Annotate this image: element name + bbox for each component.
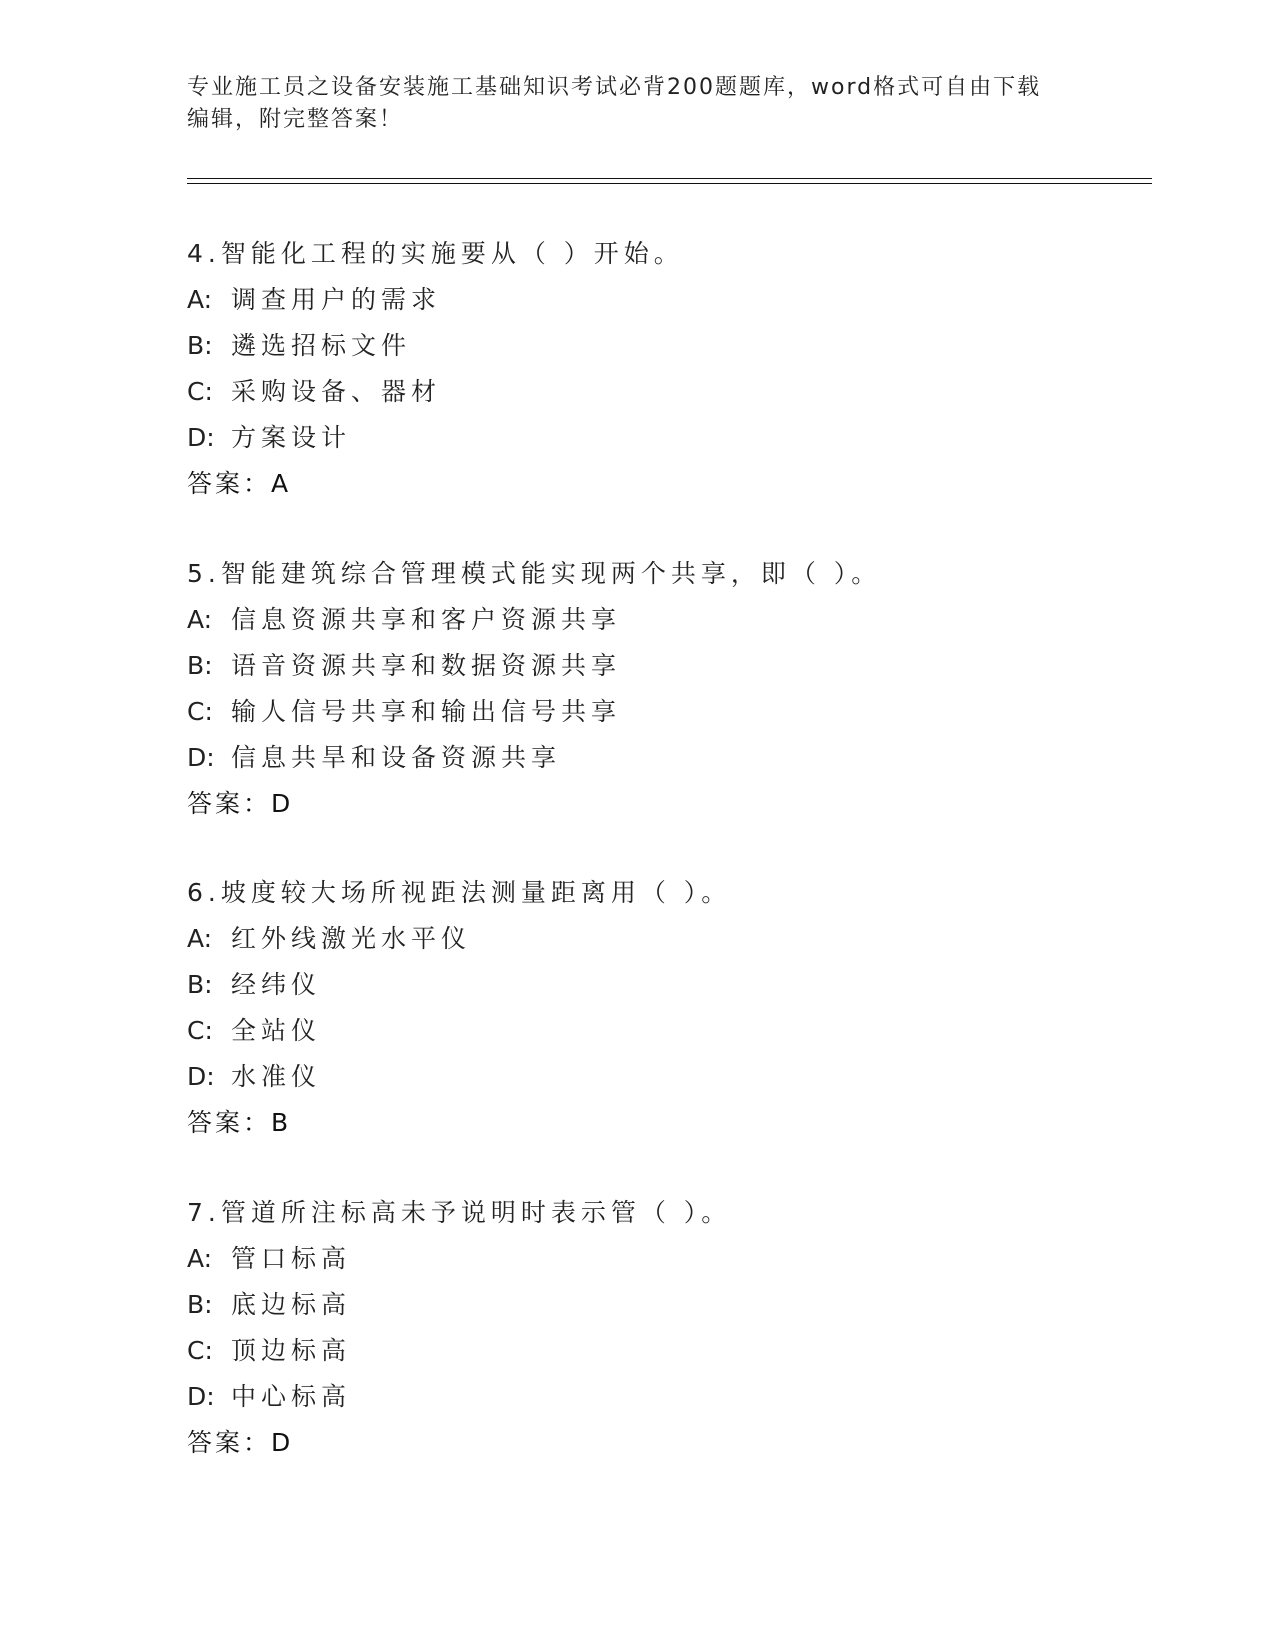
header-divider-bottom — [187, 183, 1152, 184]
answer-line: 答案：A — [187, 469, 292, 498]
option-text: 语音资源共享和数据资源共享 — [231, 651, 622, 680]
option-text: 水准仪 — [231, 1062, 322, 1091]
option-text: 红外线激光水平仪 — [231, 924, 472, 953]
option-key: D: — [187, 423, 215, 452]
option-d — [187, 1374, 1152, 1420]
option-text: 方案设计 — [231, 423, 352, 452]
option-text: 全站仪 — [231, 1016, 322, 1045]
option-key: A: — [187, 1244, 213, 1273]
answer-line: 答案：B — [187, 1108, 292, 1137]
answer-line: 答案：D — [187, 1428, 294, 1457]
option-text: 管口标高 — [231, 1244, 352, 1273]
question-stem: 7.管道所注标高未予说明时表示管（ ）。 — [187, 1198, 732, 1227]
option-key: B: — [187, 331, 213, 360]
option-d — [187, 1054, 1152, 1100]
question-block — [187, 1190, 1152, 1466]
header-divider-top — [187, 178, 1152, 179]
document-header — [187, 72, 1067, 136]
option-a — [187, 916, 1152, 962]
answer-line: 答案：D — [187, 789, 294, 818]
question-block — [187, 551, 1152, 827]
option-a — [187, 1236, 1152, 1282]
option-text: 顶边标高 — [231, 1336, 352, 1365]
option-text: 信息资源共享和客户资源共享 — [231, 605, 622, 634]
option-text: 信息共旱和设备资源共享 — [231, 743, 562, 772]
option-text: 调查用户的需求 — [231, 285, 442, 314]
option-key: C: — [187, 1336, 213, 1365]
option-key: B: — [187, 651, 213, 680]
option-text: 遴选招标文件 — [231, 331, 412, 360]
header-line-2: 编辑，附完整答案！ — [187, 107, 404, 132]
question-stem: 4.智能化工程的实施要从（ ）开始。 — [187, 239, 684, 268]
header-line-1: 专业施工员之设备安装施工基础知识考试必背200题题库，word格式可自由下载 — [187, 75, 1042, 100]
option-key: D: — [187, 743, 215, 772]
option-text: 中心标高 — [231, 1382, 352, 1411]
option-text: 底边标高 — [231, 1290, 352, 1319]
question-block — [187, 231, 1152, 507]
option-a — [187, 277, 1152, 323]
option-key: C: — [187, 377, 213, 406]
option-c — [187, 1328, 1152, 1374]
option-key: A: — [187, 285, 213, 314]
question-stem: 5.智能建筑综合管理模式能实现两个共享，即（ ）。 — [187, 559, 882, 588]
option-text: 经纬仪 — [231, 970, 322, 999]
option-d — [187, 415, 1152, 461]
option-text: 输人信号共享和输出信号共享 — [231, 697, 622, 726]
option-key: D: — [187, 1382, 215, 1411]
option-key: C: — [187, 1016, 213, 1045]
option-key: A: — [187, 924, 213, 953]
option-c — [187, 1008, 1152, 1054]
option-text: 采购设备、器材 — [231, 377, 442, 406]
option-d — [187, 735, 1152, 781]
option-b — [187, 962, 1152, 1008]
option-c — [187, 689, 1152, 735]
option-b — [187, 323, 1152, 369]
option-c — [187, 369, 1152, 415]
option-key: D: — [187, 1062, 215, 1091]
question-block — [187, 870, 1152, 1146]
option-key: A: — [187, 605, 213, 634]
option-b — [187, 1282, 1152, 1328]
option-a — [187, 597, 1152, 643]
question-stem: 6.坡度较大场所视距法测量距离用（ ）。 — [187, 878, 732, 907]
option-key: B: — [187, 970, 213, 999]
option-key: C: — [187, 697, 213, 726]
option-key: B: — [187, 1290, 213, 1319]
option-b — [187, 643, 1152, 689]
